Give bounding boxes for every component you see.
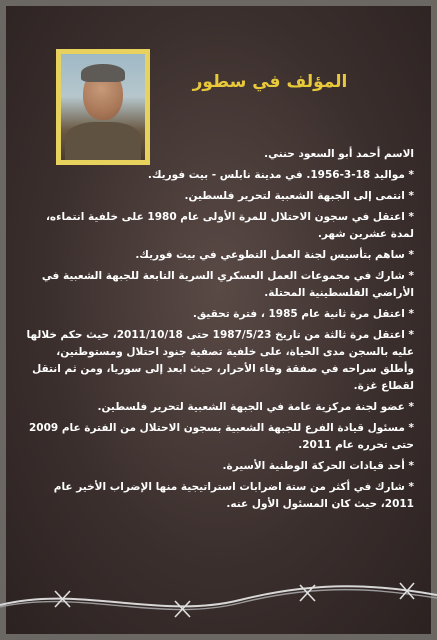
section-heading: المؤلف في سطور bbox=[192, 72, 348, 92]
bio-entry-volunteer-committee: * ساهم بتأسيس لجنة العمل التطوعي في بيت فوريك. bbox=[135, 249, 414, 261]
bio-entry-military-work: * شارك في مجموعات العمل العسكري السرية التابعة للجبهة الشعبية في الأراضي الفلسطينية المحتلة. bbox=[41, 270, 414, 299]
bio-entry-affiliation: * انتمى إلى الجبهة الشعبية لتحرير فلسطين. bbox=[184, 190, 414, 202]
bio-entry-birth: * مواليد 18-3-1956. في مدينة نابلس - بيت فوريك. bbox=[147, 169, 414, 181]
bio-entry-branch-leadership: * مسئول قيادة الفرع للجبهة الشعبية بسجون الاحتلال من الفترة عام 2009 حتى تحرره عام 2011. bbox=[28, 422, 414, 451]
bio-entry-second-arrest: * اعتقل مرة ثانية عام 1985 ، فترة تحقيق. bbox=[192, 308, 414, 320]
bio-entry-central-committee: * عضو لجنة مركزية عامة في الجبهة الشعبية لتحرير فلسطين. bbox=[97, 401, 414, 413]
bio-entry-name: الاسم أحمد أبو السعود حنني. bbox=[264, 148, 414, 160]
bio-entry-first-arrest: * اعتقل في سجون الاحتلال للمرة الأولى عام 1980 على خلفية انتماءه، لمدة عشرين شهر. bbox=[45, 211, 414, 240]
bio-entry-strikes: * شارك في أكثر من ستة اضرابات استراتيجية منها الإضراب الأخير عام 2011، حيث كان المسئول الأول عنه. bbox=[53, 481, 414, 510]
barbed-wire-decoration bbox=[0, 565, 437, 635]
author-bio bbox=[24, 146, 414, 517]
bio-entry-prisoner-movement: * أحد قيادات الحركة الوطنية الأسيرة. bbox=[222, 460, 414, 472]
portrait-hair bbox=[81, 64, 125, 82]
author-portrait bbox=[61, 54, 145, 160]
bio-entry-third-arrest: * اعتقل مرة ثالثة من تاريخ 1987/5/23 حتى 2011/10/18، حيث حكم خلالها عليه بالسجن مدى الحياة، على خلفية تصفية جنود احتلال ومستوطنين، وأطلق سراحه في صفقة وفاء الأحرار، حيث ابعد إلى سوريا، ومن ثم انتقل لقطاع غزة. bbox=[26, 329, 414, 392]
